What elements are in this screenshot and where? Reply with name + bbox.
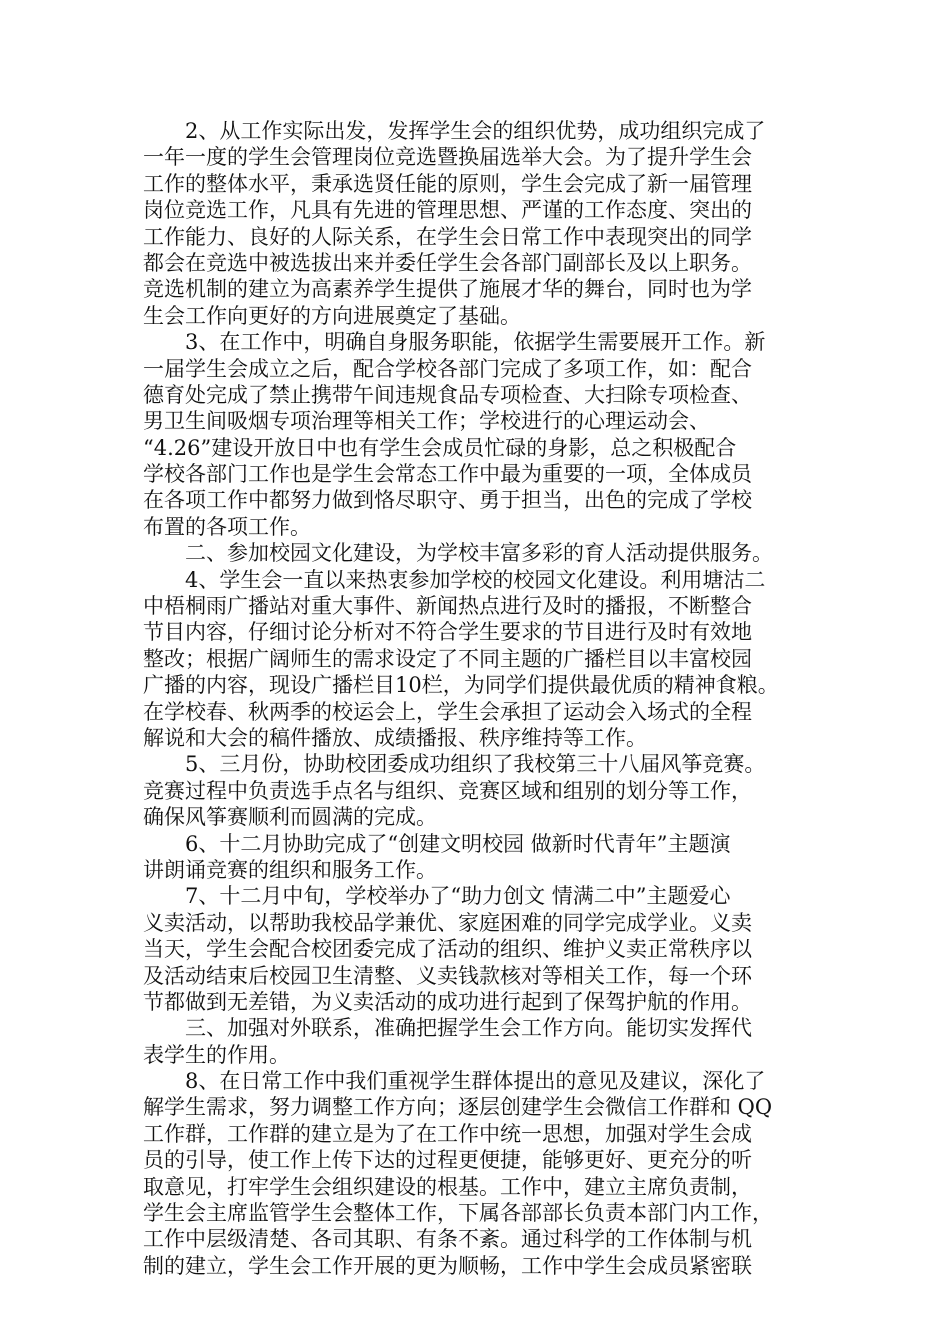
text-line: 整改；根据广阔师生的需求设定了不同主题的广播栏目以丰富校园: [143, 646, 752, 671]
text-line: 确保风筝赛顺利而圆满的完成。: [143, 805, 437, 830]
text-line: 员的引导，使工作上传下达的过程更便捷，能够更好、更充分的听: [143, 1148, 752, 1173]
text-line: 2、从工作实际出发，发挥学生会的组织优势，成功组织完成了: [185, 119, 766, 143]
text-line: 解学生需求，努力调整工作方向；逐层创建学生会微信工作群和 QQ: [143, 1095, 773, 1120]
text-line: 岗位竞选工作，凡具有先进的管理思想、严谨的工作态度、突出的: [143, 198, 752, 223]
text-line: 6、十二月协助完成了“创建文明校园 做新时代青年”主题演: [185, 831, 731, 856]
text-line: 德育处完成了禁止携带午间违规食品专项检查、大扫除专项检查、: [143, 382, 752, 407]
text-line: 二、参加校园文化建设，为学校丰富多彩的育人活动提供服务。: [185, 541, 773, 566]
text-line: 制的建立，学生会工作开展的更为顺畅，工作中学生会成员紧密联: [143, 1253, 752, 1278]
text-line: 一届学生会成立之后，配合学校各部门完成了多项工作，如：配合: [143, 356, 752, 381]
text-line: 生会工作向更好的方向进展奠定了基础。: [143, 303, 521, 328]
text-line: 4、学生会一直以来热衷参加学校的校园文化建设。利用塘沽二: [185, 567, 766, 592]
text-line: 在学校春、秋两季的校运会上，学生会承担了运动会入场式的全程: [143, 699, 752, 724]
text-line: 学生会主席监管学生会整体工作，下属各部部长负责本部门内工作，: [143, 1201, 773, 1226]
text-line: 及活动结束后校园卫生清整、义卖钱款核对等相关工作，每一个环: [143, 963, 752, 988]
text-line: 竞赛过程中负责选手点名与组织、竞赛区域和组别的划分等工作，: [143, 778, 752, 803]
text-line: 工作能力、良好的人际关系，在学生会日常工作中表现突出的同学: [143, 224, 752, 249]
text-line: 在各项工作中都努力做到恪尽职守、勇于担当，出色的完成了学校: [143, 488, 752, 513]
text-line: 中梧桐雨广播站对重大事件、新闻热点进行及时的播报，不断整合: [143, 594, 752, 619]
text-line: 工作的整体水平，秉承选贤任能的原则，学生会完成了新一届管理: [143, 171, 752, 196]
text-line: 5、三月份，协助校团委成功组织了我校第三十八届风筝竞赛。: [185, 752, 766, 777]
text-line: “4.26”建设开放日中也有学生会成员忙碌的身影，总之积极配合: [143, 435, 737, 460]
text-line: 8、在日常工作中我们重视学生群体提出的意见及建议，深化了: [185, 1069, 766, 1094]
text-line: 都会在竞选中被选拔出来并委任学生会各部门副部长及以上职务。: [143, 250, 752, 275]
text-line: 3、在工作中，明确自身服务职能，依据学生需要展开工作。新: [185, 330, 766, 355]
text-line: 7、十二月中旬，学校举办了“助力创文 情满二中”主题爱心: [185, 884, 731, 909]
text-line: 解说和大会的稿件播放、成绩播报、秩序维持等工作。: [143, 725, 647, 750]
text-line: 义卖活动，以帮助我校品学兼优、家庭困难的同学完成学业。义卖: [143, 910, 752, 935]
text-line: 节都做到无差错，为义卖活动的成功进行起到了保驾护航的作用。: [143, 989, 752, 1014]
text-line: 工作群，工作群的建立是为了在工作中统一思想，加强对学生会成: [143, 1121, 752, 1146]
text-line: 取意见，打牢学生会组织建设的根基。工作中，建立主席负责制，: [143, 1174, 752, 1199]
text-line: 节目内容，仔细讨论分析对不符合学生要求的节目进行及时有效地: [143, 620, 752, 645]
document-body: [143, 118, 813, 1279]
text-line: 广播的内容，现设广播栏目10栏，为同学们提供最优质的精神食粮。: [143, 673, 779, 698]
text-line: 竞选机制的建立为高素养学生提供了施展才华的舞台，同时也为学: [143, 277, 752, 302]
text-line: 讲朗诵竞赛的组织和服务工作。: [143, 857, 437, 882]
text-line: 三、加强对外联系，准确把握学生会工作方向。能切实发挥代: [185, 1016, 752, 1041]
text-line: 布置的各项工作。: [143, 514, 311, 539]
text-line: 学校各部门工作也是学生会常态工作中最为重要的一项，全体成员: [143, 462, 752, 487]
text-line: 男卫生间吸烟专项治理等相关工作；学校进行的心理运动会、: [143, 409, 710, 434]
text-line: 工作中层级清楚、各司其职、有条不紊。通过科学的工作体制与机: [143, 1227, 752, 1252]
text-line: 一年一度的学生会管理岗位竞选暨换届选举大会。为了提升学生会: [143, 145, 752, 170]
text-line: 表学生的作用。: [143, 1042, 290, 1067]
text-line: 当天，学生会配合校团委完成了活动的组织、维护义卖正常秩序以: [143, 937, 752, 962]
